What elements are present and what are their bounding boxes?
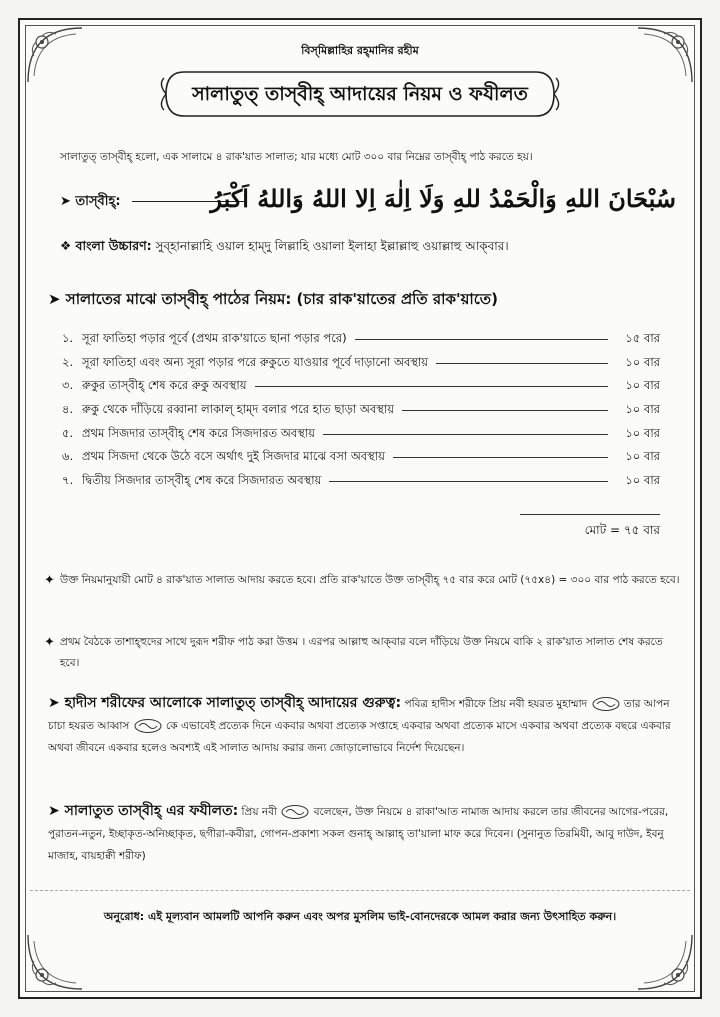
request-text: অনুরোধ: এই মূল্যবান আমলটি আপনি করুন এবং অপর মুসলিম ভাই-বোনদেরকে আমল করার জন্য উৎসাহিত করুন। [103,910,617,923]
virtue-text: বলেছেন, উক্ত নিয়মে ৪ রাকা'আত নামাজ আদায় করলে তার জীবনের আগের-পরের, পুরাতন-নতুন, ইচ্ছাকৃত-অনিচ্ছাকৃত, ছগীরা-কবীরা, গোপন-প্রকাশ্য সকল গুনাহ্‌ আল্লাহ্‌ তা'য়ালা মাফ করে দিবেন। [48,806,669,840]
step-count: ১০ বার [625,378,660,393]
divider [30,890,690,891]
virtue-source: (সুনানুত তিরমিযী, আবু দাউদ, ইবনু মাজাহ, বায়হাক্বী শরীফ) [48,828,664,862]
step-number: ১. [62,331,74,346]
note-item [44,570,680,591]
divider [323,434,608,435]
list-item [62,352,660,376]
divider [393,457,608,458]
bismillah-header: বিস্‌মিল্লাহির রহ্‌মানির রহীম [301,44,419,57]
divider [520,514,660,515]
step-count: ১০ বার [625,354,660,369]
tasbih-row [60,182,680,222]
total-count: মোট = ৭৫ বার [584,523,660,537]
star-bullet-icon: ✦ [44,635,55,650]
note-item [44,632,680,674]
step-count: ১০ বার [625,449,660,464]
salutation-seal-icon [133,718,163,734]
virtue-heading: ➤ সালাতুত তাস্‌বীহ্‌ এর ফযীলত: [48,803,239,819]
divider [355,339,608,340]
step-text: প্রথম সিজদা থেকে উঠে বসে অর্থাৎ দুই সিজদার মাঝে বসা অবস্থায় [82,449,385,464]
step-text: সূরা ফাতিহা পড়ার পূর্বে (প্রথম রাক'য়াতে ছানা পড়ার পরে) [82,331,347,346]
title-banner [158,66,562,122]
salutation-seal-icon [591,696,621,712]
step-text: রুকুর তাস্‌বীহ্‌ শেষ করে রুকু অবস্থায় [82,378,247,393]
rules-heading: ➤ সালাতের মাঝে তাস্‌বীহ্‌ পাঠের নিয়ম: (চার রাক'য়াতের প্রতি রাক'য়াতে) [48,290,498,308]
pronunciation-label: ❖ বাংলা উচ্চারণ: [60,238,152,253]
hadith-text: কে এভাবেই প্রত্যেক দিনে একবার অথবা প্রত্যেক সপ্তাহে একবার অথবা প্রত্যেক মাসে একবার অথবা প্রত্যেক বছরে একবার অথবা জীবনে একবার হলেও অবশ্যই এই সালাত আদায় করার জন্য জোড়ালোভাবে নির্দেশ দিয়েছেন। [48,720,671,754]
step-number: ৫. [62,425,74,440]
step-count: ১০ বার [625,402,660,417]
hadith-section [48,692,680,759]
step-count: ১৫ বার [625,331,660,346]
hadith-text: পবিত্র হাদীস শরীফে প্রিয় নবী হযরত মুহাম্মাদ [404,698,588,710]
divider [436,363,608,364]
corner-ornament-icon [636,933,694,991]
note-text: উক্ত নিয়মানুযায়ী মোট ৪ রাক'য়াত সালাত আদায় করতে হবে। প্রতি রাক'য়াতে উক্ত তাস্‌বীহ্‌ ৭৫ বার করে মোট (৭৫x৪) = ৩০০ বার পাঠ করতে হবে। [60,574,680,586]
note-text: প্রথম বৈঠকে তাশাহ্‌হুদের সাথে দুরূদ শরীফ পাঠ করা উত্তম । এরপর আল্লাহু আক্‌বার বলে দাঁড়িয়ে উক্ত নিয়মে বাকি ২ রাক'য়াত সালাত শেষ করতে হবে। [60,636,663,669]
star-bullet-icon: ✦ [44,573,55,588]
corner-ornament-icon [26,933,84,991]
list-item [62,446,660,470]
pronunciation [60,238,680,258]
list-item [62,422,660,446]
tasbih-label: ➤ তাস্‌বীহ্‌: [60,194,121,209]
step-text: দ্বিতীয় সিজদার তাস্‌বীহ্‌ শেষ করে সিজদারত অবস্থায় [82,472,322,487]
pronunciation-text: সুব্‌হানাল্লাহি ওয়াল হাম্‌দু লিল্লাহি ওয়ালা ইলাহা ইল্লাল্লাহু ওয়াল্লাহু আক্‌বার। [155,239,509,253]
divider [255,386,608,387]
step-number: ২. [62,354,74,369]
page-title: সালাতুত্‌ তাস্‌বীহ্‌ আদায়ের নিয়ম ও ফযীলত [192,83,528,105]
virtue-text: প্রিয় নবী [241,806,278,818]
tasbih-arabic: سُبْحَانَ اللهِ وَالْحَمْدُ للهِ وَلَا اِلٰهَ اِلا اللهُ وَاللهُ اَكْبَرُ [210,184,676,213]
intro-text: সালাতুত্‌ তাস্‌বীহ্‌ হলো, এক সালামে ৪ রাক'য়াত সালাত; যার মধ্যে মোট ৩০০ বার নিম্নের তাস্‌বীহ্‌ পাঠ করতে হয়। [60,151,533,163]
step-count: ১০ বার [625,472,660,487]
step-count: ১০ বার [625,425,660,440]
step-text: রুকু থেকে দাঁড়িয়ে রব্বানা লাকাল্‌ হাম্‌দ বলার পরে হাত ছাড়া অবস্থায় [82,402,395,417]
step-number: ৬. [62,449,74,464]
step-text: প্রথম সিজদার তাস্‌বীহ্‌ শেষ করে সিজদারত অবস্থায় [82,425,315,440]
hadith-text: তার আপন চাচা হযরত আব্বাস [48,698,670,732]
divider [329,481,608,482]
list-item [62,375,660,399]
virtue-section [48,800,680,867]
step-number: ৪. [62,402,74,417]
list-item [62,399,660,423]
salutation-seal-icon [280,804,310,820]
steps-list [62,328,660,493]
list-item [62,328,660,352]
step-number: ৭. [62,472,74,487]
step-number: ৩. [62,378,74,393]
hadith-heading: ➤ হাদীস শরীফের আলোকে সালাতুত্‌ তাস্‌বীহ্‌ আদায়ের গুরুত্ব: [48,695,402,711]
list-item [62,470,660,494]
step-text: সূরা ফাতিহা এবং অন্য সূরা পড়ার পরে রুকুতে যাওয়ার পূর্বে দাড়ানো অবস্থায় [82,354,429,369]
divider [402,410,608,411]
